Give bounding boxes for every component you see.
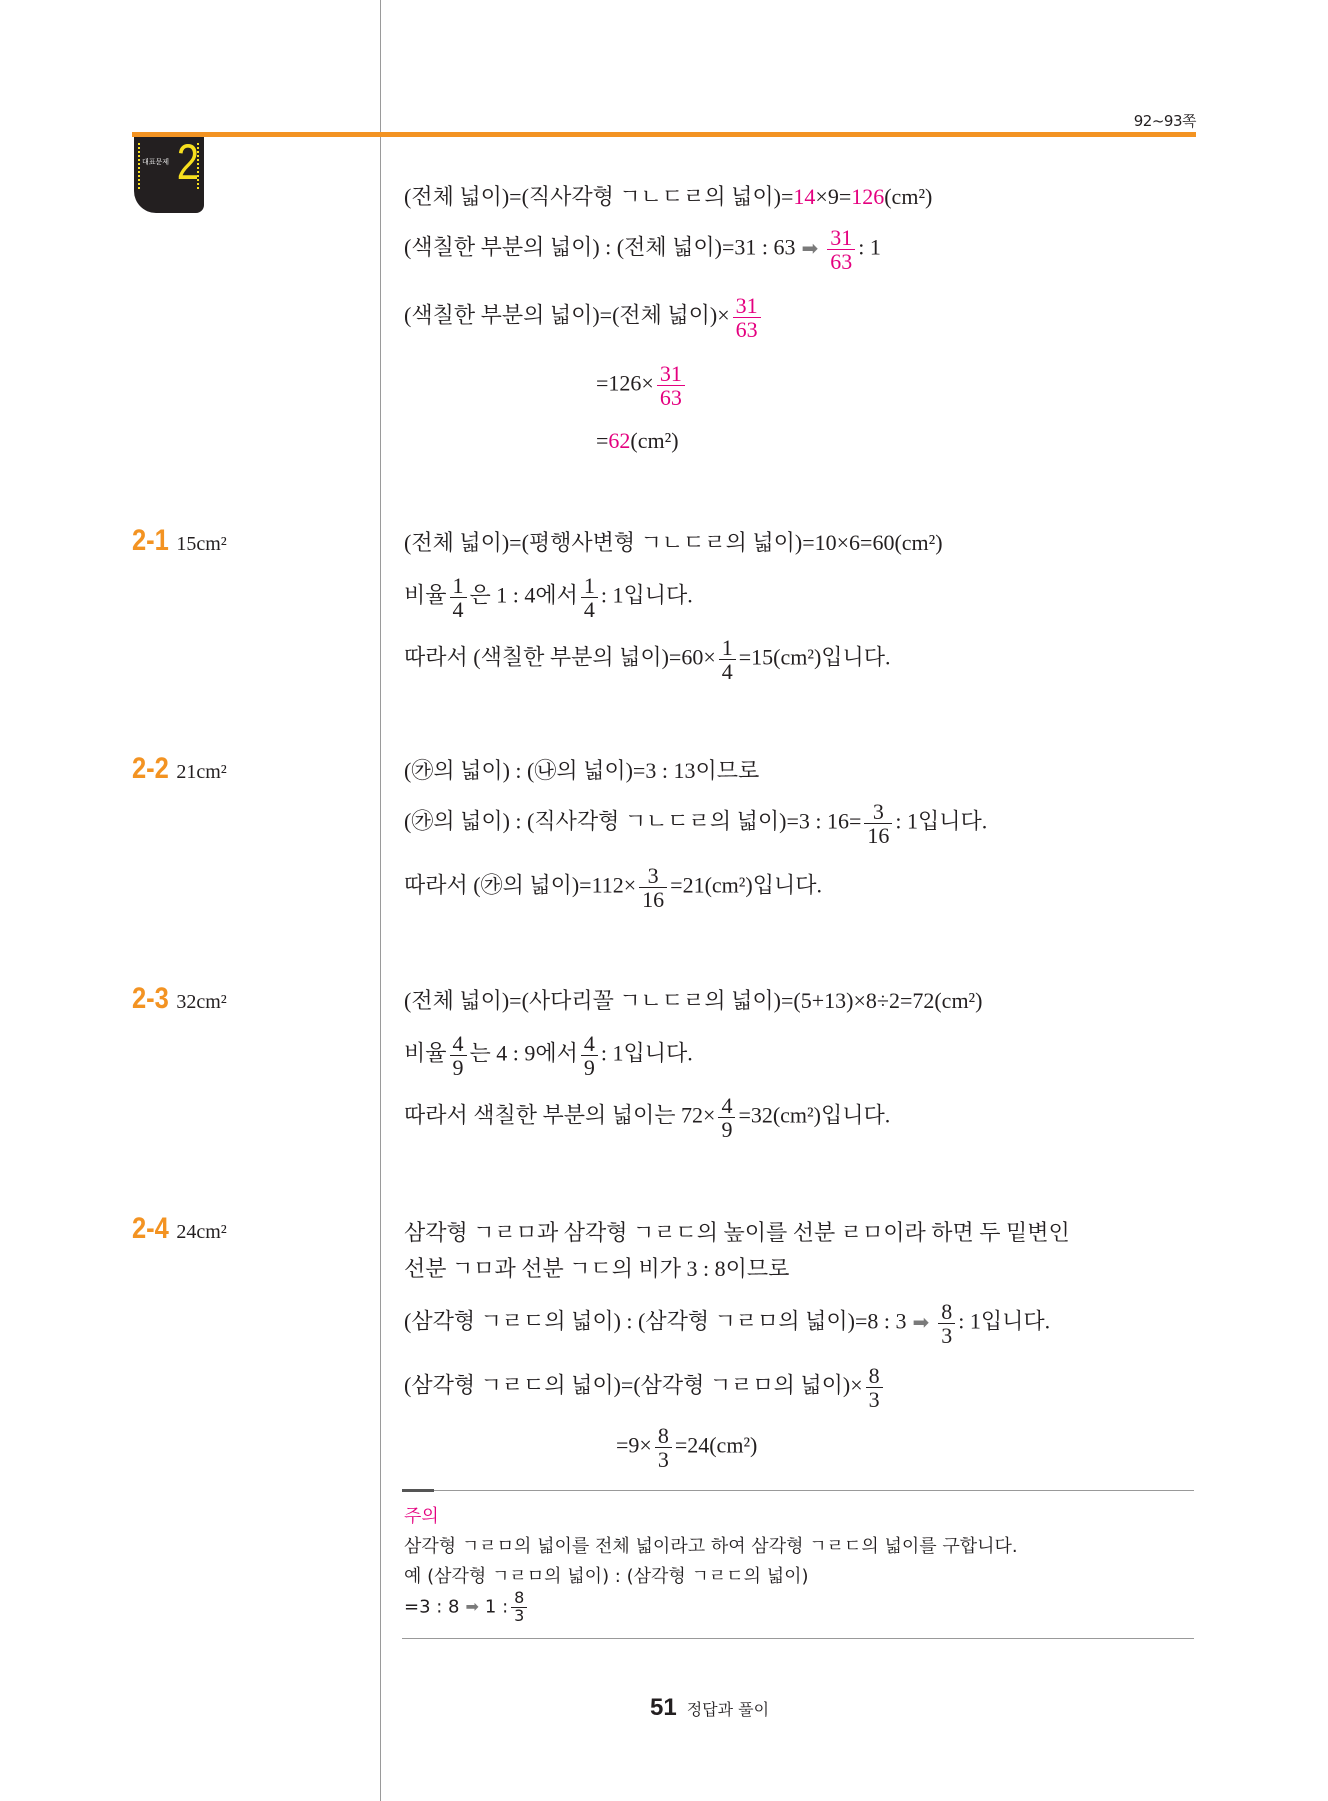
note-mark — [402, 1489, 434, 1492]
fraction: $\frac{3}{16}$ — [864, 800, 892, 847]
page-number: 51 — [650, 1694, 677, 1721]
fraction: $\frac{8}{3}$ — [511, 1590, 527, 1625]
p2-line-1: (㉮의 넓이) : (㉯의 넓이)=3 : 13이므로 — [404, 758, 760, 783]
fraction: $\frac{1}{4}$ — [719, 636, 736, 683]
p4-line-3: (삼각형 ㄱㄹㄷ의 넓이) : (삼각형 ㄱㄹㅁ의 넓이)=8 : 3 ➡ $\frac{8}{3}$ : 1입니다. — [404, 1299, 1051, 1349]
note-line-3: =3 : 8 ➡ 1 : $\frac{8}{3}$ — [404, 1590, 530, 1625]
main-line-4: =126× $\frac{31}{63}$ — [596, 362, 688, 409]
p3-line-3: 따라서 색칠한 부분의 넓이는 72× $\frac{4}{9}$ =32(cm²)입니다. — [404, 1093, 891, 1143]
p4-line-4: (삼각형 ㄱㄹㄷ의 넓이)=(삼각형 ㄱㄹㅁ의 넓이)× $\frac{8}{3}$ — [404, 1364, 886, 1411]
main-line-1: (전체 넓이)=(직사각형 ㄱㄴㄷㄹ의 넓이)=14×9=126(cm²) — [404, 184, 933, 209]
fraction: $\frac{4}{9}$ — [718, 1094, 735, 1141]
note-line-1: 삼각형 ㄱㄹㅁ의 넓이를 전체 넓이라고 하여 삼각형 ㄱㄹㄷ의 넓이를 구합니다. — [404, 1536, 1018, 1557]
note-top-rule — [402, 1490, 1194, 1491]
badge-label: 대표문제 — [142, 158, 170, 166]
arrow-right-icon: ➡ — [465, 1597, 479, 1617]
page-range: 92~93쪽 — [1133, 112, 1196, 130]
header-rule — [132, 132, 1196, 137]
fraction: $\frac{4}{9}$ — [581, 1032, 598, 1079]
main-line-2: (색칠한 부분의 넓이) : (전체 넓이)=31 : 63 ➡ $\frac{31}{63}$ : 1 — [404, 225, 881, 275]
problem-label-2-1: 2-1 15cm² — [132, 524, 227, 557]
p1-line-2: 비율 $\frac{1}{4}$ 은 1 : 4에서 $\frac{1}{4}$ : 1입니다. — [404, 573, 693, 623]
column-divider — [380, 0, 381, 1801]
fraction: $\frac{1}{4}$ — [581, 574, 598, 621]
fraction: $\frac{31}{63}$ — [827, 226, 855, 273]
p4-line-5: =9× $\frac{8}{3}$ =24(cm²) — [616, 1423, 758, 1473]
p4-line-2: 선분 ㄱㅁ과 선분 ㄱㄷ의 비가 3 : 8이므로 — [404, 1256, 790, 1281]
arrow-right-icon: ➡ — [801, 235, 819, 260]
problem-badge — [134, 134, 204, 213]
fraction: $\frac{31}{63}$ — [657, 362, 685, 409]
fraction: $\frac{8}{3}$ — [655, 1424, 672, 1471]
p3-line-1: (전체 넓이)=(사다리꼴 ㄱㄴㄷㄹ의 넓이)=(5+13)×8÷2=72(cm²) — [404, 988, 983, 1013]
p2-line-2: (㉮의 넓이) : (직사각형 ㄱㄴㄷㄹ의 넓이)=3 : 16= $\frac{3}{16}$ : 1입니다. — [404, 799, 988, 849]
p1-line-1: (전체 넓이)=(평행사변형 ㄱㄴㄷㄹ의 넓이)=10×6=60(cm²) — [404, 530, 943, 555]
p4-line-1: 삼각형 ㄱㄹㅁ과 삼각형 ㄱㄹㄷ의 높이를 선분 ㄹㅁ이라 하면 두 밑변인 — [404, 1220, 1070, 1245]
fraction: $\frac{8}{3}$ — [866, 1364, 883, 1411]
p3-line-2: 비율 $\frac{4}{9}$ 는 4 : 9에서 $\frac{4}{9}$ : 1입니다. — [404, 1031, 693, 1081]
note-bottom-rule — [402, 1638, 1194, 1639]
main-line-3: (색칠한 부분의 넓이)=(전체 넓이)× $\frac{31}{63}$ — [404, 294, 764, 341]
fraction: $\frac{4}{9}$ — [450, 1032, 467, 1079]
footer-title: 정답과 풀이 — [686, 1700, 770, 1719]
note-title: 주의 — [404, 1506, 439, 1527]
main-line-5: =62(cm²) — [596, 428, 679, 453]
fraction: $\frac{31}{63}$ — [733, 294, 761, 341]
note-line-2: 예 (삼각형 ㄱㄹㅁ의 넓이) : (삼각형 ㄱㄹㄷ의 넓이) — [404, 1566, 809, 1587]
problem-label-2-3: 2-3 32cm² — [132, 982, 227, 1015]
fraction: $\frac{3}{16}$ — [639, 864, 667, 911]
problem-label-2-4: 2-4 24cm² — [132, 1212, 227, 1245]
p1-line-3: 따라서 (색칠한 부분의 넓이)=60× $\frac{1}{4}$ =15(cm²)입니다. — [404, 635, 891, 685]
fraction: $\frac{1}{4}$ — [450, 574, 467, 621]
arrow-right-icon: ➡ — [912, 1309, 930, 1334]
problem-label-2-2: 2-2 21cm² — [132, 752, 227, 785]
page-footer — [650, 1694, 769, 1722]
fraction: $\frac{8}{3}$ — [938, 1300, 955, 1347]
p2-line-3: 따라서 (㉮의 넓이)=112× $\frac{3}{16}$ =21(cm²)입니다. — [404, 863, 822, 913]
badge-number: 2 — [176, 134, 200, 190]
